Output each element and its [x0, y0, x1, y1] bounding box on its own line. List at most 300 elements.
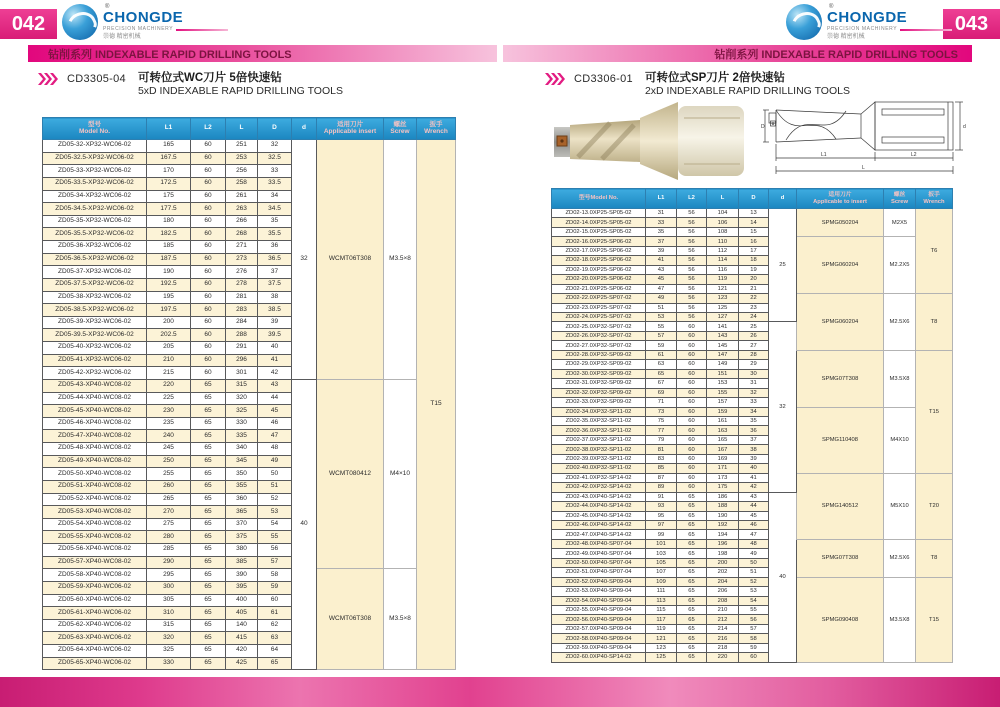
model-cell: ZD05-64-XP40-WC06-02: [43, 645, 147, 658]
l2-cell: 60: [677, 360, 707, 369]
d-dim-cell: 50: [739, 558, 769, 567]
column-header: 型号Model No.: [552, 189, 646, 209]
l-cell: 157: [707, 398, 739, 407]
model-cell: ZD05-62-XP40-WC06-02: [43, 619, 147, 632]
brand-name-cn: 崇德 精密机械: [103, 34, 141, 40]
model-cell: ZD02-16.0XP25-SP06-02: [552, 237, 646, 246]
l-cell: 263: [226, 203, 258, 216]
column-header: D: [258, 118, 292, 140]
l2-cell: 60: [191, 165, 226, 178]
l1-cell: 210: [147, 354, 191, 367]
l1-cell: 83: [646, 454, 677, 463]
l2-cell: 60: [191, 215, 226, 228]
column-header: D: [739, 189, 769, 209]
l2-cell: 60: [191, 266, 226, 279]
applicable-insert-cell: SPMG060204: [797, 237, 884, 294]
l1-cell: 270: [147, 506, 191, 519]
model-cell: ZD05-45-XP40-WC08-02: [43, 405, 147, 418]
d-dim-cell: 39: [739, 454, 769, 463]
l-cell: 192: [707, 520, 739, 529]
right-page-number: 043: [943, 9, 1000, 39]
l1-cell: 53: [646, 312, 677, 321]
l1-cell: 99: [646, 530, 677, 539]
model-cell: ZD05-53-XP40-WC08-02: [43, 506, 147, 519]
l1-cell: 69: [646, 388, 677, 397]
d-dim-cell: 54: [739, 596, 769, 605]
l2-cell: 65: [677, 558, 707, 567]
d-dim-cell: 19: [739, 265, 769, 274]
model-cell: ZD02-30.0XP32-SP09-02: [552, 369, 646, 378]
model-cell: ZD05-35-XP32-WC06-02: [43, 215, 147, 228]
brand-tagline: PRECISION MACHINERY: [827, 26, 898, 32]
l2-cell: 56: [677, 256, 707, 265]
column-header: 扳手 Wrench: [916, 189, 953, 209]
model-cell: ZD02-35.0XP32-SP11-02: [552, 416, 646, 425]
model-cell: ZD02-47.0XP40-SP14-02: [552, 530, 646, 539]
l1-cell: 109: [646, 577, 677, 586]
l1-cell: 65: [646, 369, 677, 378]
model-cell: ZD05-59-XP40-WC06-02: [43, 581, 147, 594]
table-row: [552, 473, 953, 482]
l1-cell: 230: [147, 405, 191, 418]
table-row: [552, 539, 953, 548]
d-dim-cell: 13: [739, 209, 769, 218]
l2-cell: 60: [677, 341, 707, 350]
d-dim-cell: 53: [258, 506, 292, 519]
d-dim-cell: 33.5: [258, 177, 292, 190]
l-cell: 127: [707, 312, 739, 321]
l2-cell: 65: [191, 607, 226, 620]
l1-cell: 43: [646, 265, 677, 274]
model-cell: ZD05-37.5-XP32-WC06-02: [43, 278, 147, 291]
l2-cell: 65: [191, 392, 226, 405]
l1-cell: 330: [147, 657, 191, 670]
l1-cell: 47: [646, 284, 677, 293]
l1-cell: 170: [147, 165, 191, 178]
model-cell: ZD05-63-XP40-WC06-02: [43, 632, 147, 645]
l2-cell: 65: [191, 430, 226, 443]
d-dim-cell: 37: [258, 266, 292, 279]
l-cell: 268: [226, 228, 258, 241]
l1-cell: 49: [646, 294, 677, 303]
l2-cell: 65: [191, 493, 226, 506]
screw-cell: M3.5×8: [384, 140, 417, 380]
l2-cell: 60: [191, 316, 226, 329]
l2-cell: 56: [677, 275, 707, 284]
l2-cell: 65: [677, 624, 707, 633]
l1-cell: 225: [147, 392, 191, 405]
l2-cell: 60: [677, 322, 707, 331]
d-dim-cell: 43: [739, 492, 769, 501]
l1-cell: 87: [646, 473, 677, 482]
model-cell: ZD02-49.0XP40-SP07-04: [552, 549, 646, 558]
shank-diameter-cell: 40: [769, 492, 797, 662]
brand-name: CHONGDE: [827, 9, 908, 26]
l-cell: 112: [707, 246, 739, 255]
l1-cell: 107: [646, 568, 677, 577]
l2-cell: 65: [191, 632, 226, 645]
brand-accent-line: [176, 29, 228, 31]
l1-cell: 177.5: [147, 203, 191, 216]
l2-cell: 60: [677, 350, 707, 359]
d-dim-cell: 41: [258, 354, 292, 367]
l2-cell: 65: [677, 511, 707, 520]
l1-cell: 77: [646, 426, 677, 435]
l2-cell: 60: [191, 190, 226, 203]
l-cell: 204: [707, 577, 739, 586]
l2-cell: 65: [191, 556, 226, 569]
wrench-cell: T15: [916, 350, 953, 473]
registered-mark: ®: [829, 4, 834, 10]
l2-cell: 65: [677, 520, 707, 529]
model-cell: ZD05-39-XP32-WC06-02: [43, 316, 147, 329]
l1-cell: 300: [147, 581, 191, 594]
model-cell: ZD02-33.0XP32-SP09-02: [552, 398, 646, 407]
l-cell: 202: [707, 568, 739, 577]
d-dim-cell: 50: [258, 468, 292, 481]
model-cell: ZD02-19.0XP25-SP06-02: [552, 265, 646, 274]
l1-cell: 79: [646, 435, 677, 444]
l-cell: 110: [707, 237, 739, 246]
l1-cell: 71: [646, 398, 677, 407]
d-dim-cell: 35: [258, 215, 292, 228]
l-cell: 220: [707, 653, 739, 662]
l1-cell: 182.5: [147, 228, 191, 241]
model-cell: ZD05-42-XP32-WC06-02: [43, 367, 147, 380]
d-dim-cell: 35.5: [258, 228, 292, 241]
globe-logo-icon: [62, 4, 98, 40]
d-dim-cell: 29: [739, 360, 769, 369]
l1-cell: 195: [147, 291, 191, 304]
l-cell: 330: [226, 417, 258, 430]
l-cell: 167: [707, 445, 739, 454]
section-title-en: 5xD INDEXABLE RAPID DRILLING TOOLS: [137, 85, 343, 98]
l1-cell: 175: [147, 190, 191, 203]
d-dim-cell: 41: [739, 473, 769, 482]
d-dim-cell: 38: [258, 291, 292, 304]
l2-cell: 60: [191, 367, 226, 380]
model-cell: ZD05-39.5-XP32-WC06-02: [43, 329, 147, 342]
screw-cell: M2.5X6: [884, 539, 916, 577]
l1-cell: 187.5: [147, 253, 191, 266]
l2-cell: 65: [191, 468, 226, 481]
l2-cell: 65: [677, 606, 707, 615]
d-dim-cell: 55: [258, 531, 292, 544]
d-dim-cell: 42: [258, 367, 292, 380]
model-cell: ZD02-40.0XP32-SP11-02: [552, 464, 646, 473]
model-cell: ZD02-25.0XP32-SP07-02: [552, 322, 646, 331]
l2-cell: 60: [191, 278, 226, 291]
table-row: [43, 140, 456, 153]
section-title-en: 2xD INDEXABLE RAPID DRILLING TOOLS: [644, 85, 850, 98]
model-cell: ZD02-55.0XP40-SP09-04: [552, 606, 646, 615]
model-cell: ZD05-41-XP32-WC06-02: [43, 354, 147, 367]
l-cell: 161: [707, 416, 739, 425]
l2-cell: 65: [677, 539, 707, 548]
left-page-number: 042: [0, 9, 57, 39]
d-dim-cell: 26: [739, 331, 769, 340]
d-dim-cell: 61: [258, 607, 292, 620]
wrench-cell: T20: [916, 473, 953, 539]
l2-cell: 60: [677, 483, 707, 492]
l-cell: 253: [226, 152, 258, 165]
l-cell: 206: [707, 587, 739, 596]
l2-cell: 65: [191, 581, 226, 594]
l-cell: 340: [226, 443, 258, 456]
table-row: [552, 407, 953, 416]
l2-cell: 56: [677, 312, 707, 321]
section-title-cn: 可转位式SP刀片 2倍快速钻: [644, 72, 785, 84]
table-row: [552, 209, 953, 218]
column-header: L: [707, 189, 739, 209]
d-dim-cell: 49: [739, 549, 769, 558]
l1-cell: 95: [646, 511, 677, 520]
l-cell: 273: [226, 253, 258, 266]
model-cell: ZD05-33.5-XP32-WC06-02: [43, 177, 147, 190]
d-dim-cell: 37: [739, 435, 769, 444]
l-cell: 301: [226, 367, 258, 380]
l2-cell: 60: [191, 304, 226, 317]
model-cell: ZD05-46-XP40-WC08-02: [43, 417, 147, 430]
model-cell: ZD05-47-XP40-WC08-02: [43, 430, 147, 443]
screw-cell: M2.2X5: [884, 237, 916, 294]
model-cell: ZD02-36.0XP32-SP11-02: [552, 426, 646, 435]
l1-cell: 91: [646, 492, 677, 501]
d-dim-cell: 60: [739, 653, 769, 662]
l2-cell: 60: [677, 416, 707, 425]
model-cell: ZD02-17.0XP25-SP06-02: [552, 246, 646, 255]
l2-cell: 56: [677, 209, 707, 218]
d-dim-cell: 32: [258, 140, 292, 153]
column-header: 扳手 Wrench: [417, 118, 456, 140]
model-cell: ZD02-15.0XP25-SP05-02: [552, 227, 646, 236]
d-dim-cell: 37.5: [258, 278, 292, 291]
d-dim-cell: 15: [739, 227, 769, 236]
l-cell: 214: [707, 624, 739, 633]
l1-cell: 125: [646, 653, 677, 662]
l2-cell: 60: [677, 331, 707, 340]
l1-cell: 275: [147, 518, 191, 531]
l2-cell: 56: [677, 265, 707, 274]
model-cell: ZD05-54-XP40-WC08-02: [43, 518, 147, 531]
l-cell: 123: [707, 294, 739, 303]
l1-cell: 89: [646, 483, 677, 492]
right-spec-table-mount: [551, 188, 953, 663]
d-dim-cell: 55: [739, 606, 769, 615]
l-cell: 278: [226, 278, 258, 291]
l1-cell: 305: [147, 594, 191, 607]
d-dim-cell: 54: [258, 518, 292, 531]
column-header: 型号 Model No.: [43, 118, 147, 140]
d-dim-cell: 33: [258, 165, 292, 178]
column-header: 适用刀片 Applicable insert: [317, 118, 384, 140]
applicable-insert-cell: SPMG090408: [797, 577, 884, 662]
l2-cell: 65: [191, 569, 226, 582]
d-dim-cell: 32.5: [258, 152, 292, 165]
dim-label-L1: L1: [821, 152, 827, 158]
dim-label-D: D: [761, 124, 765, 130]
l2-cell: 60: [677, 445, 707, 454]
l-cell: 261: [226, 190, 258, 203]
l1-cell: 240: [147, 430, 191, 443]
l2-cell: 65: [191, 619, 226, 632]
brand-logo: [62, 4, 228, 40]
model-cell: ZD05-48-XP40-WC08-02: [43, 443, 147, 456]
table-row: [43, 569, 456, 582]
model-cell: ZD02-39.0XP32-SP11-02: [552, 454, 646, 463]
l1-cell: 45: [646, 275, 677, 284]
column-header: 螺丝 Screw: [384, 118, 417, 140]
l-cell: 284: [226, 316, 258, 329]
l2-cell: 65: [191, 480, 226, 493]
model-cell: ZD02-26.0XP32-SP07-02: [552, 331, 646, 340]
l-cell: 188: [707, 502, 739, 511]
l-cell: 149: [707, 360, 739, 369]
d-dim-cell: 56: [258, 544, 292, 557]
l-cell: 147: [707, 350, 739, 359]
l1-cell: 51: [646, 303, 677, 312]
l1-cell: 33: [646, 218, 677, 227]
l1-cell: 97: [646, 520, 677, 529]
l1-cell: 205: [147, 342, 191, 355]
l1-cell: 35: [646, 227, 677, 236]
model-cell: ZD02-56.0XP40-SP09-04: [552, 615, 646, 624]
model-cell: ZD05-35.5-XP32-WC06-02: [43, 228, 147, 241]
model-cell: ZD02-45.0XP40-SP14-02: [552, 511, 646, 520]
l1-cell: 39: [646, 246, 677, 255]
model-cell: ZD05-38-XP32-WC06-02: [43, 291, 147, 304]
brand-logo: [786, 4, 952, 40]
model-cell: ZD05-34.5-XP32-WC06-02: [43, 203, 147, 216]
l2-cell: 60: [191, 354, 226, 367]
l1-cell: 117: [646, 615, 677, 624]
l-cell: 143: [707, 331, 739, 340]
l-cell: 256: [226, 165, 258, 178]
l-cell: 291: [226, 342, 258, 355]
l-cell: 405: [226, 607, 258, 620]
screw-cell: M2.5X6: [884, 294, 916, 351]
column-header: L2: [677, 189, 707, 209]
l-cell: 169: [707, 454, 739, 463]
l-cell: 210: [707, 606, 739, 615]
d-dim-cell: 43: [258, 379, 292, 392]
model-cell: ZD02-32.0XP32-SP09-02: [552, 388, 646, 397]
drill-dimension-drawing: [763, 88, 995, 180]
d-dim-cell: 18: [739, 256, 769, 265]
model-cell: ZD02-22.0XP25-SP07-02: [552, 294, 646, 303]
l-cell: 315: [226, 379, 258, 392]
l1-cell: 57: [646, 331, 677, 340]
d-dim-cell: 25: [739, 322, 769, 331]
l-cell: 345: [226, 455, 258, 468]
series-banner-left: [28, 45, 497, 62]
l1-cell: 315: [147, 619, 191, 632]
l-cell: 370: [226, 518, 258, 531]
l-cell: 175: [707, 483, 739, 492]
l-cell: 119: [707, 275, 739, 284]
d-dim-cell: 62: [258, 619, 292, 632]
l-cell: 283: [226, 304, 258, 317]
table-row: [552, 577, 953, 586]
screw-cell: M5X10: [884, 473, 916, 539]
d-dim-cell: 16: [739, 237, 769, 246]
d-dim-cell: 42: [739, 483, 769, 492]
model-cell: ZD02-18.0XP25-SP06-02: [552, 256, 646, 265]
l2-cell: 65: [677, 643, 707, 652]
screw-cell: M3.5X8: [884, 577, 916, 662]
model-cell: ZD02-14.0XP25-SP05-02: [552, 218, 646, 227]
column-header: L2: [191, 118, 226, 140]
l1-cell: 59: [646, 341, 677, 350]
l-cell: 296: [226, 354, 258, 367]
applicable-insert-cell: WCMT080412: [317, 379, 384, 568]
model-cell: ZD05-37-XP32-WC06-02: [43, 266, 147, 279]
l-cell: 390: [226, 569, 258, 582]
d-dim-cell: 14: [739, 218, 769, 227]
l-cell: 125: [707, 303, 739, 312]
d-dim-cell: 34: [258, 190, 292, 203]
l-cell: 212: [707, 615, 739, 624]
l2-cell: 65: [677, 530, 707, 539]
l2-cell: 60: [677, 369, 707, 378]
l2-cell: 60: [191, 342, 226, 355]
l-cell: 198: [707, 549, 739, 558]
l1-cell: 295: [147, 569, 191, 582]
d-dim-cell: 49: [258, 455, 292, 468]
l-cell: 218: [707, 643, 739, 652]
model-cell: ZD05-34-XP32-WC06-02: [43, 190, 147, 203]
model-cell: ZD02-44.0XP40-SP14-02: [552, 502, 646, 511]
d-dim-cell: 32: [739, 388, 769, 397]
l1-cell: 172.5: [147, 177, 191, 190]
l-cell: 258: [226, 177, 258, 190]
model-cell: ZD02-41.0XP32-SP14-02: [552, 473, 646, 482]
l1-cell: 202.5: [147, 329, 191, 342]
model-cell: ZD02-48.0XP40-SP07-04: [552, 539, 646, 548]
l-cell: 194: [707, 530, 739, 539]
d-dim-cell: 33: [739, 398, 769, 407]
l2-cell: 60: [677, 379, 707, 388]
l-cell: 121: [707, 284, 739, 293]
d-dim-cell: 46: [739, 520, 769, 529]
wrench-cell: T8: [916, 294, 953, 351]
d-dim-cell: 20: [739, 275, 769, 284]
l-cell: 251: [226, 140, 258, 153]
l2-cell: 65: [191, 506, 226, 519]
l2-cell: 60: [677, 398, 707, 407]
model-cell: ZD02-60.0XP40-SP14-02: [552, 653, 646, 662]
d-dim-cell: 63: [258, 632, 292, 645]
d-dim-cell: 21: [739, 284, 769, 293]
l-cell: 350: [226, 468, 258, 481]
l2-cell: 60: [677, 454, 707, 463]
series-banner-right: [503, 45, 972, 62]
l-cell: 281: [226, 291, 258, 304]
l1-cell: 101: [646, 539, 677, 548]
l1-cell: 75: [646, 416, 677, 425]
l-cell: 208: [707, 596, 739, 605]
l-cell: 141: [707, 322, 739, 331]
l2-cell: 60: [191, 177, 226, 190]
l-cell: 151: [707, 369, 739, 378]
d-dim-cell: 60: [258, 594, 292, 607]
l2-cell: 60: [191, 203, 226, 216]
model-cell: ZD05-36-XP32-WC06-02: [43, 241, 147, 254]
applicable-insert-cell: SPMG060204: [797, 294, 884, 351]
applicable-insert-cell: SPMG140512: [797, 473, 884, 539]
spec-table: [42, 117, 456, 670]
table-row: [552, 237, 953, 246]
